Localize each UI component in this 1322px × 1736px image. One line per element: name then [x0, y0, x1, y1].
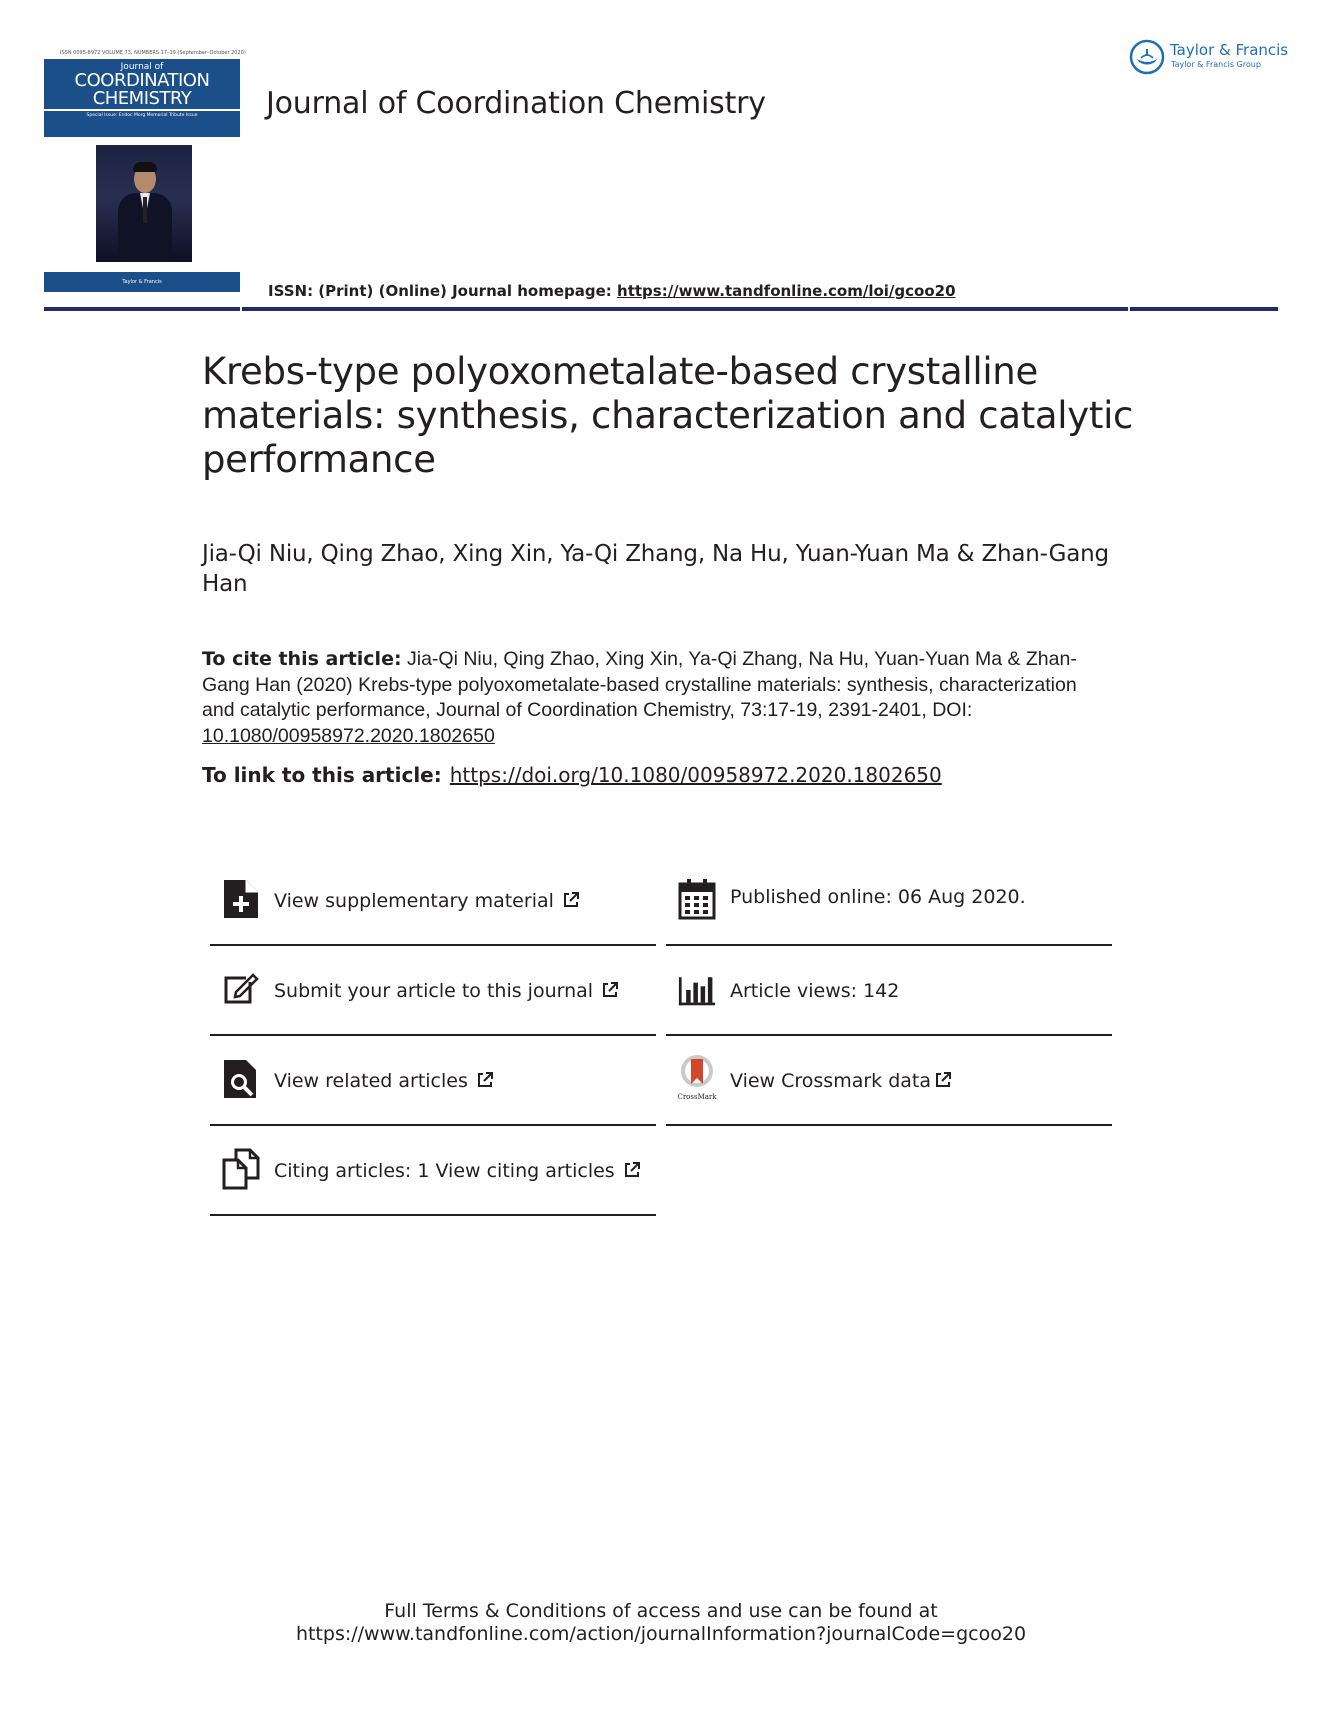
header-divider — [44, 307, 1278, 311]
calendar-icon — [678, 878, 716, 920]
cover-title-line1: COORDINATION — [74, 70, 210, 91]
cover-publisher-band: Taylor & Francis — [44, 272, 240, 292]
journal-cover-image — [44, 50, 246, 294]
external-link-icon — [562, 891, 580, 909]
article-doi-link[interactable]: https://doi.org/10.1080/00958972.2020.1802650 — [449, 763, 942, 787]
copy-documents-icon — [222, 1148, 260, 1190]
crossmark-label: View Crossmark data — [730, 1070, 932, 1092]
submit-article-link[interactable] — [274, 980, 619, 1002]
external-link-icon — [623, 1161, 641, 1179]
article-views-label: Article views: 142 — [730, 980, 900, 1002]
issn-homepage-line — [268, 282, 956, 300]
external-link-icon — [601, 981, 619, 999]
cite-text: Jia-Qi Niu, Qing Zhao, Xing Xin, Ya-Qi Zhang, Na Hu, Yuan-Yuan Ma & Zhan-Gang Han (2020) Krebs-type polyoxometalate-based crystalline materials: synthesis, characterization and catalytic performance, Journal of Coordination Chemistry, 73:17-19, 2391-2401, DOI: — [202, 648, 1077, 721]
bar-chart-icon — [678, 968, 716, 1010]
file-plus-icon — [222, 878, 260, 920]
link-label: To link to this article: — [202, 763, 442, 787]
crossmark-cell[interactable] — [666, 1038, 1112, 1126]
crossmark-caption: CrossMark — [677, 1093, 717, 1101]
journal-homepage-link[interactable]: https://www.tandfonline.com/loi/gcoo20 — [617, 282, 956, 300]
related-articles-cell[interactable] — [210, 1038, 656, 1126]
article-link-block — [202, 763, 942, 787]
terms-footer — [0, 1600, 1322, 1646]
related-articles-label: View related articles — [274, 1070, 468, 1092]
article-views-cell — [666, 948, 1112, 1036]
article-authors: Jia-Qi Niu, Qing Zhao, Xing Xin, Ya-Qi Zhang, Na Hu, Yuan-Yuan Ma & Zhan-Gang Han — [202, 541, 1109, 597]
external-link-icon — [934, 1071, 952, 1089]
crossmark-icon — [676, 1054, 718, 1102]
citation-block — [202, 647, 1102, 749]
taylor-francis-logo[interactable] — [1128, 38, 1288, 78]
cover-journal-of: Journal of — [120, 62, 164, 72]
cover-title-band — [44, 59, 240, 109]
supplementary-material-label: View supplementary material — [274, 890, 554, 912]
journal-title: Journal of Coordination Chemistry — [266, 86, 766, 121]
external-link-icon — [476, 1071, 494, 1089]
cover-portrait-photo — [96, 145, 192, 262]
taylor-francis-emblem-icon — [1128, 38, 1166, 76]
cite-doi-link[interactable]: 10.1080/00958972.2020.1802650 — [202, 724, 495, 747]
supplementary-material-link[interactable] — [274, 890, 580, 912]
related-articles-link[interactable] — [274, 1070, 494, 1092]
edit-icon — [222, 968, 260, 1010]
terms-line1: Full Terms & Conditions of access and use can be found at — [384, 1600, 938, 1622]
search-document-icon — [222, 1058, 260, 1100]
supplementary-material-cell[interactable] — [210, 858, 656, 946]
cover-title-line2: CHEMISTRY — [92, 88, 192, 109]
crossmark-link[interactable] — [730, 1070, 952, 1092]
citing-articles-cell[interactable] — [210, 1128, 656, 1216]
publisher-group: Taylor & Francis Group — [1171, 60, 1261, 69]
citing-articles-label: Citing articles: 1 View citing articles — [274, 1160, 615, 1182]
cover-special-issue-band: Special Issue: Endoc Morg Memorial Tribute Issue — [44, 111, 240, 137]
citing-articles-link[interactable] — [274, 1160, 641, 1182]
cite-label: To cite this article: — [202, 648, 402, 670]
published-online-cell — [666, 858, 1112, 946]
submit-article-label: Submit your article to this journal — [274, 980, 594, 1002]
publisher-name: Taylor & Francis — [1170, 41, 1289, 59]
published-online-label: Published online: 06 Aug 2020. — [730, 886, 1026, 908]
issn-label: ISSN: (Print) (Online) Journal homepage: — [268, 282, 618, 300]
article-title: Krebs-type polyoxometalate-based crystalline materials: synthesis, characterization and catalytic performance — [202, 350, 1134, 481]
submit-article-cell[interactable] — [210, 948, 656, 1036]
cover-issn-line: ISSN 0095-8972 VOLUME 73, NUMBERS 17–19 (September–October 2020) — [60, 50, 246, 56]
terms-url[interactable]: https://www.tandfonline.com/action/journalInformation?journalCode=gcoo20 — [295, 1623, 1027, 1645]
